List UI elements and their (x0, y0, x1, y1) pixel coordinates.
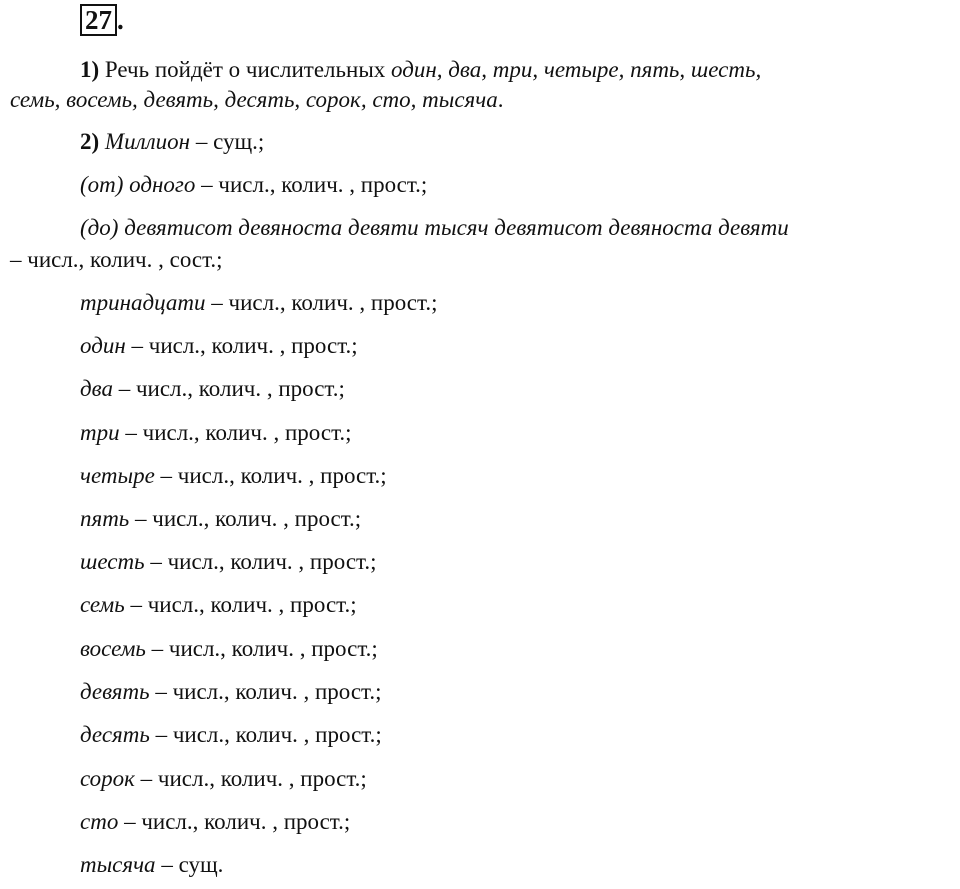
item-word: три (80, 420, 120, 445)
list-item (80, 590, 357, 620)
list-item (80, 504, 361, 534)
part1-words-line1: один, два, три, четыре, пять, шесть, (391, 57, 762, 82)
list-item (80, 677, 382, 707)
item-word: шесть (80, 549, 145, 574)
item-desc: – числ., колич. , прост.; (145, 636, 378, 661)
item-desc: – числ., колич. , прост.; (129, 506, 362, 531)
item-word: восемь (80, 636, 146, 661)
exercise-number-box (80, 4, 117, 36)
exercise-number (80, 4, 124, 36)
item-desc: – числ., колич. , прост.; (149, 722, 382, 747)
part2-first-desc: – сущ.; (190, 129, 265, 154)
list-item (80, 418, 352, 448)
list-item (80, 720, 382, 750)
part1-marker: 1) (80, 57, 100, 82)
item-word: сорок (80, 766, 135, 791)
item-word: девять (80, 679, 150, 704)
item-word: семь (80, 592, 125, 617)
part2-third-desc: – числ., колич. , сост.; (10, 247, 223, 272)
exercise-number-text: 27 (85, 5, 112, 35)
part1-line2 (10, 85, 503, 115)
part1-line1 (80, 55, 761, 85)
part2-second-desc: – числ., колич. , прост.; (195, 172, 428, 197)
part2-second-word: (от) одного (80, 172, 196, 197)
item-word: тысяча (80, 852, 156, 877)
list-item (80, 850, 223, 880)
item-desc: – числ., колич. , прост.; (144, 549, 377, 574)
item-word: один (80, 333, 126, 358)
part2-marker: 2) (80, 129, 100, 154)
item-word: пять (80, 506, 130, 531)
list-item (80, 764, 367, 794)
item-desc: – числ., колич. , прост.; (118, 809, 351, 834)
item-desc: – числ., колич. , прост.; (149, 679, 382, 704)
item-desc: – числ., колич. , прост.; (205, 290, 438, 315)
item-desc: – сущ. (155, 852, 224, 877)
item-desc: – числ., колич. , прост.; (125, 333, 358, 358)
item-word: сто (80, 809, 119, 834)
item-desc: – числ., колич. , прост.; (112, 376, 345, 401)
item-desc: – числ., колич. , прост.; (124, 592, 357, 617)
list-item (80, 634, 378, 664)
part2-line-second (80, 170, 427, 200)
part2-first-word: Миллион (104, 129, 191, 154)
item-word: два (80, 376, 113, 401)
exercise-number-dot: . (117, 5, 124, 35)
part2-line-third-b (10, 245, 223, 275)
item-word: десять (80, 722, 150, 747)
list-item (80, 807, 350, 837)
list-item (80, 461, 387, 491)
part2-line-third-a (80, 213, 789, 243)
part1-end: . (497, 87, 504, 112)
item-desc: – числ., колич. , прост.; (154, 463, 387, 488)
list-item (80, 331, 358, 361)
part2-third-word: (до) девятисот девяноста девяти тысяч девятисот девяноста девяти (80, 215, 789, 240)
item-word: тринадцати (80, 290, 206, 315)
part1-words-line2: семь, восемь, девять, десять, сорок, сто, тысяча (10, 87, 498, 112)
list-item (80, 547, 376, 577)
item-desc: – числ., колич. , прост.; (134, 766, 367, 791)
item-desc: – числ., колич. , прост.; (119, 420, 352, 445)
list-item (80, 288, 437, 318)
part1-text: Речь пойдёт о числительных (99, 57, 392, 82)
part2-line-first (80, 127, 264, 157)
list-item (80, 374, 345, 404)
item-word: четыре (80, 463, 155, 488)
